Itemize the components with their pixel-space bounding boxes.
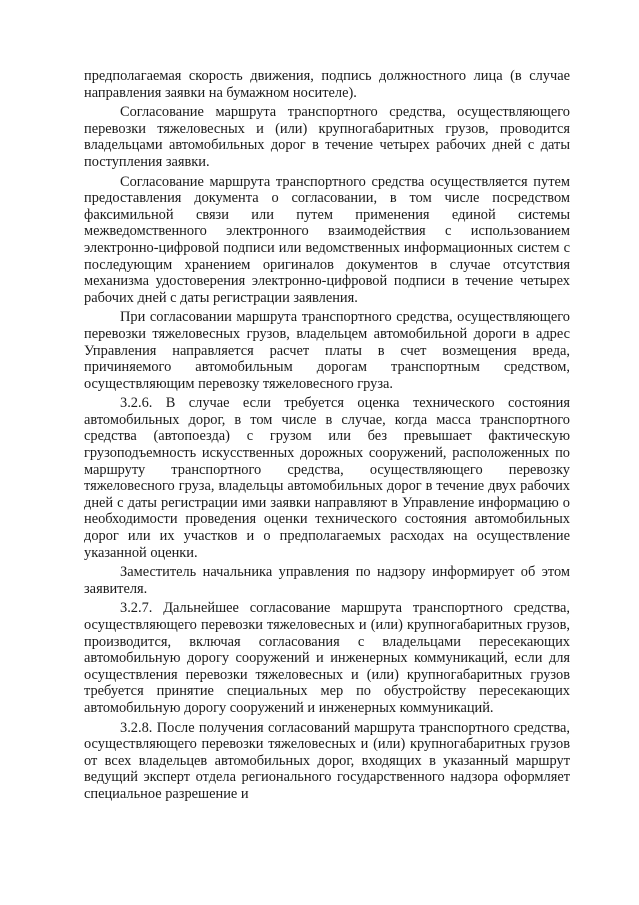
paragraph-applicant-notice: Заместитель начальника управления по надзору информирует об этом заявителя. bbox=[84, 564, 570, 597]
paragraph-fee-calculation: При согласовании маршрута транспортного средства, осуществляющего перевозки тяжеловесных грузов, владельцем автомобильной дороги в адрес Управления направляется расчет платы в счет возмещения вреда, причиняемого автомобильным дорогам транспортным средством, осуществляющим перевозку тяжеловесного груза. bbox=[84, 309, 570, 392]
paragraph-3-2-6: 3.2.6. В случае если требуется оценка технического состояния автомобильных дорог, в том числе в случае, когда масса транспортного средства (автопоезда) с грузом или без превышает фактическую грузоподъемность искусственных дорожных сооружений, расположенных по маршруту транспортного средства, осуществляющего перевозку тяжеловесного груза, владельцы автомобильных дорог в течение двух рабочих дней с даты регистрации ими заявки направляют в Управление информацию о необходимости проведения оценки технического состояния автомобильных дорог или их участков и о предполагаемых расходах на осуществление указанной оценки. bbox=[84, 395, 570, 561]
paragraph-route-approval-period: Согласование маршрута транспортного средства, осуществляющего перевозки тяжеловесных и (или) крупногабаритных грузов, проводится владельцами автомобильных дорог в течение четырех рабочих дней с даты поступления заявки. bbox=[84, 104, 570, 170]
paragraph-approval-method: Согласование маршрута транспортного средства осуществляется путем предоставления документа о согласовании, в том числе посредством факсимильной связи или путем применения единой системы межведомственного электронного взаимодействия с использованием электронно-цифровой подписи или ведомственных информационных систем с последующим хранением оригиналов документов в случае отсутствия механизма удостоверения электронно-цифровой подписи в течение четырех рабочих дней с даты регистрации заявления. bbox=[84, 173, 570, 306]
paragraph-3-2-7: 3.2.7. Дальнейшее согласование маршрута транспортного средства, осуществляющего перевозки тяжеловесных и (или) крупногабаритных грузов, производится, включая согласования с владельцами пересекающих автомобильную дорогу сооружений и инженерных коммуникаций, если для осуществления перевозки тяжеловесных и (или) крупногабаритных грузов требуется принятие специальных мер по обустройству пересекающих автомобильную дорогу сооружений и инженерных коммуникаций. bbox=[84, 600, 570, 716]
paragraph-3-2-8: 3.2.8. После получения согласований маршрута транспортного средства, осуществляющего перевозки тяжеловесных и (или) крупногабаритных грузов от всех владельцев автомобильных дорог, входящих в указанный маршрут ведущий эксперт отдела регионального государственного надзора оформляет специальное разрешение и bbox=[84, 719, 570, 802]
paragraph-continuation: предполагаемая скорость движения, подпись должностного лица (в случае направления заявки на бумажном носителе). bbox=[84, 68, 570, 101]
document-body bbox=[84, 68, 570, 806]
